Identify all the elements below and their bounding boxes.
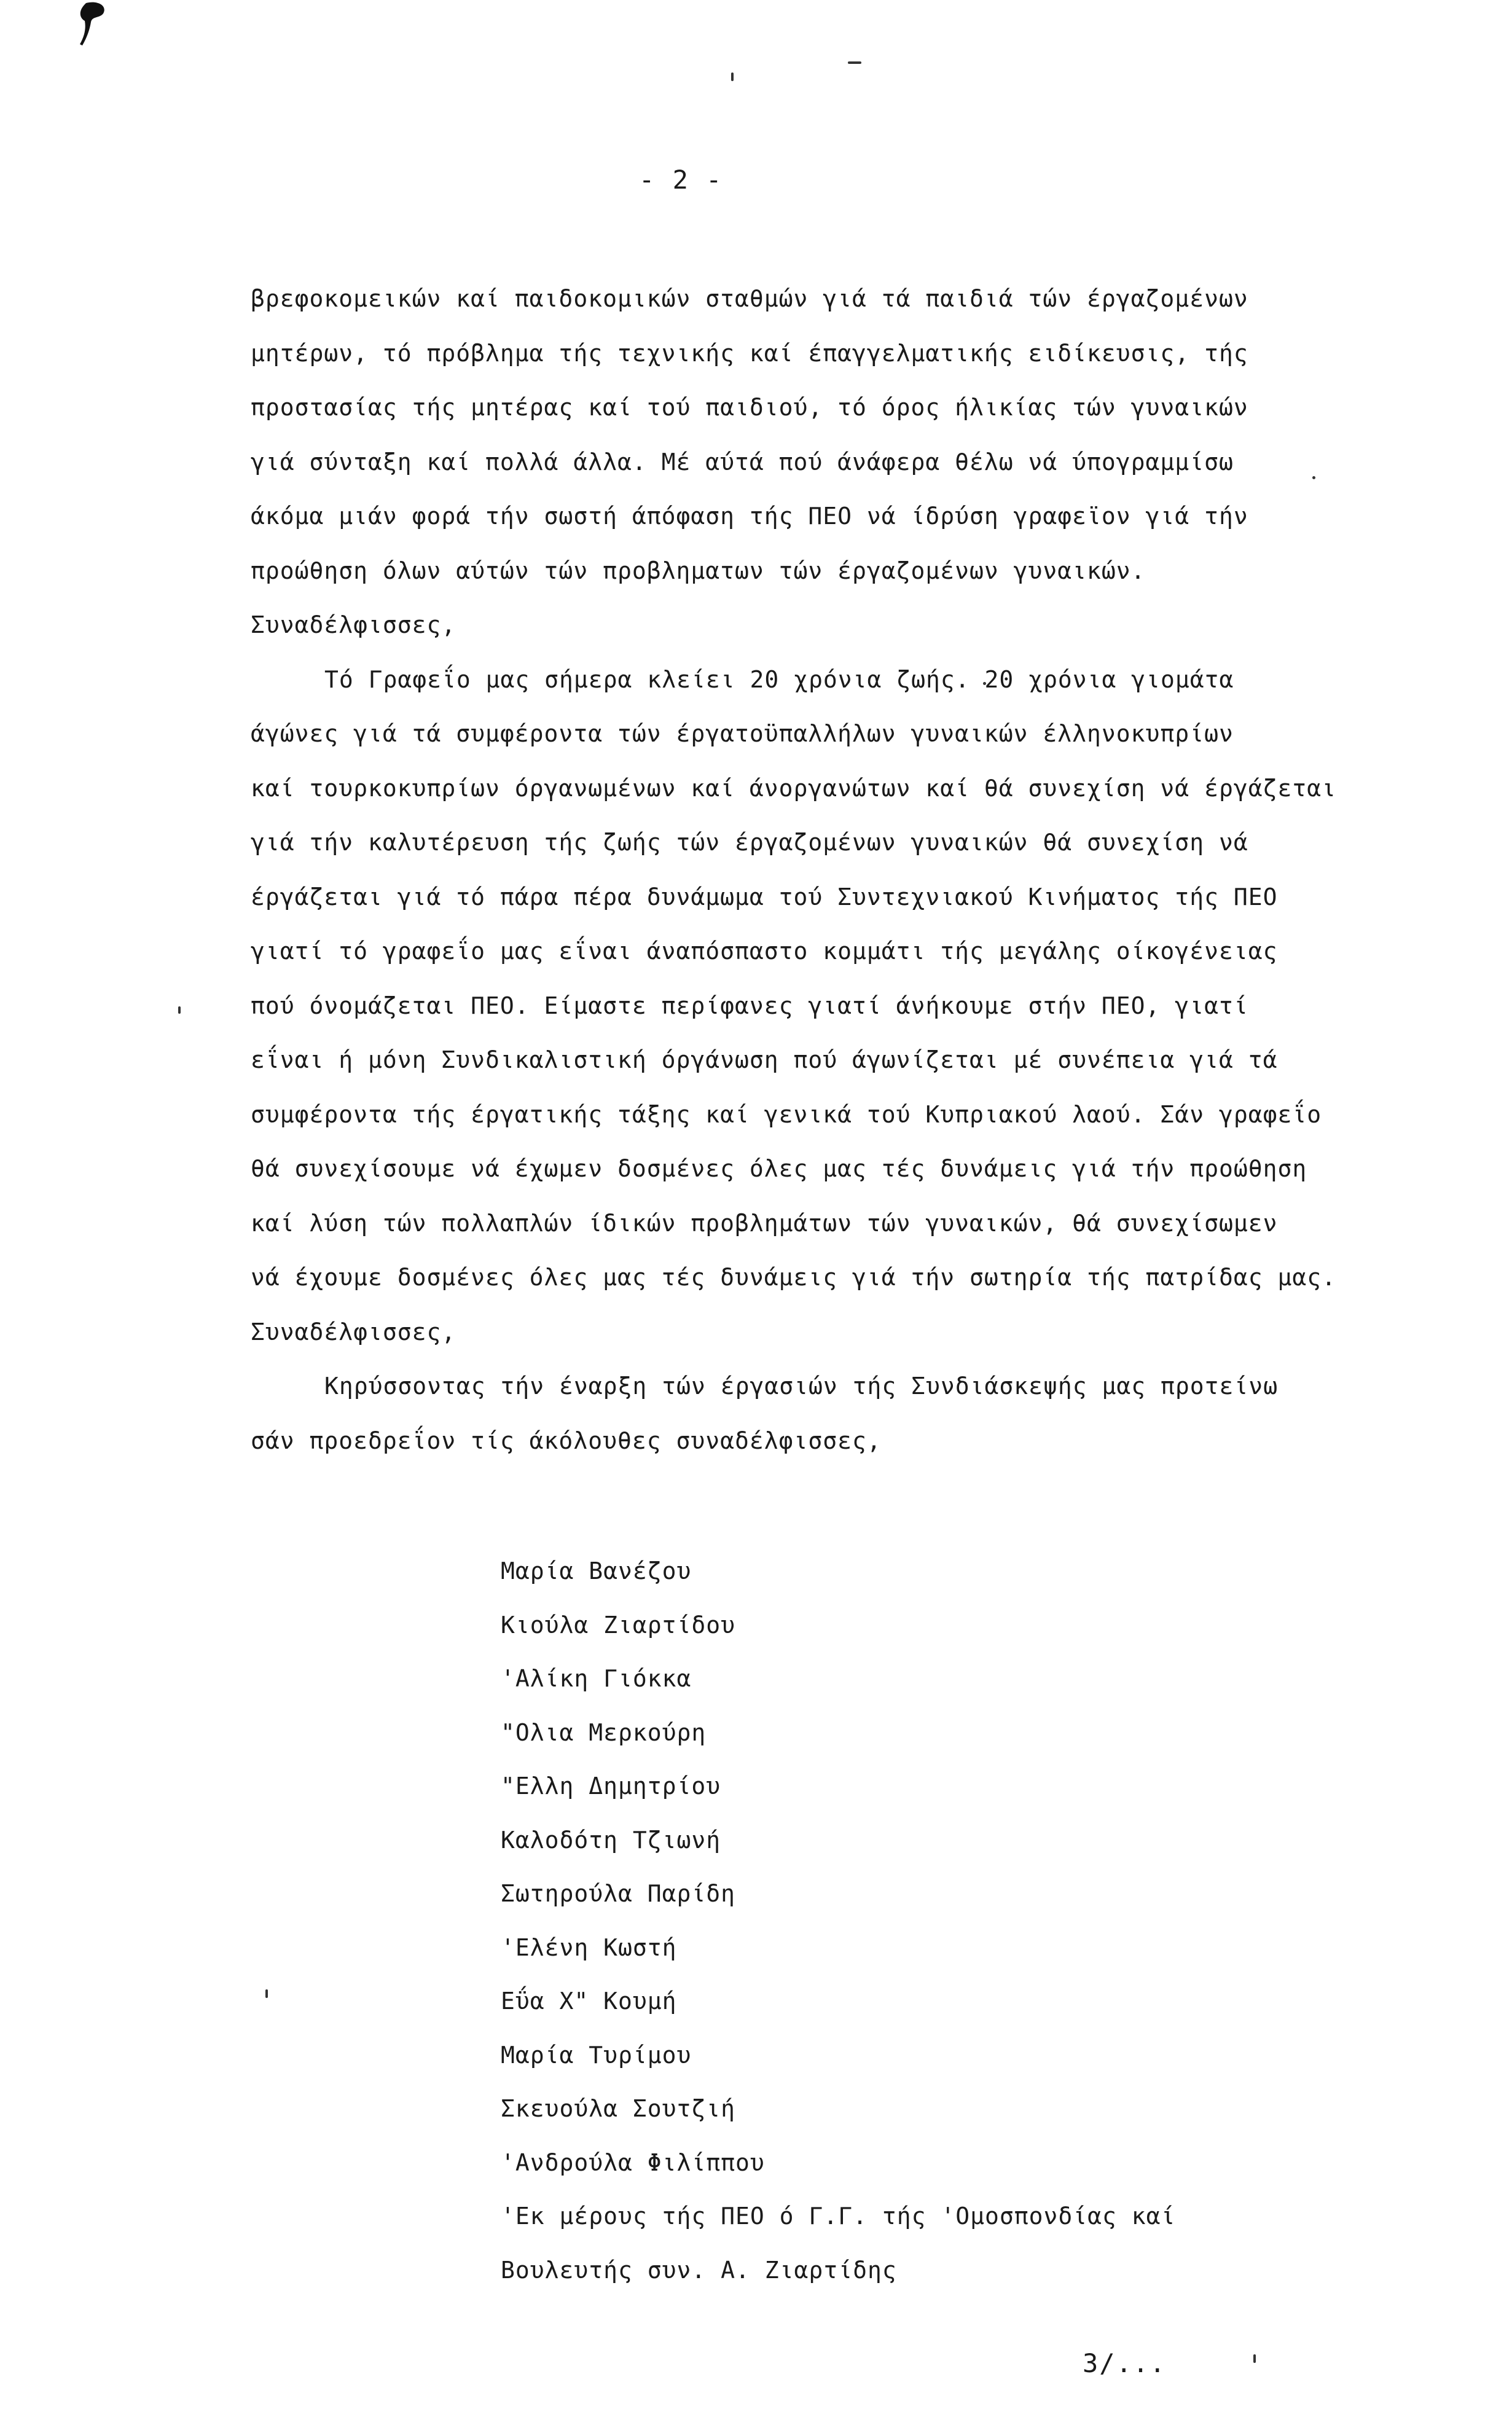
ink-mark: [74, 0, 111, 49]
text-line: καί τουρκοκυπρίων όργανωμένων καί άνοργανώτων καί θά συνεχίση νά έργάζεται: [251, 774, 1336, 802]
text-line: εΐναι ή μόνη Συνδικαλιστική όργάνωση πού άγωνίζεται μέ συνέπεια γιά τά: [251, 1046, 1278, 1073]
text-line: πού όνομάζεται ΠΕΟ. Είμαστε περίφανες γιατί άνήκουμε στήν ΠΕΟ, γιατί: [251, 992, 1248, 1019]
text-line: καί λύση τών πολλαπλών ίδικών προβλημάτων τών γυναικών, θά συνεχίσωμεν: [251, 1209, 1278, 1237]
text-line: σάν προεδρεΐον τίς άκόλουθες συναδέλφισσες,: [251, 1427, 882, 1454]
list-item: 'Αλίκη Γιόκκα: [501, 1665, 692, 1692]
list-item: 'Ανδρούλα Φιλίππου: [501, 2149, 765, 2176]
scan-speck: [1253, 2354, 1256, 2363]
text-line: μητέρων, τό πρόβλημα τής τεχνικής καί έπαγγελματικής ειδίκευσις, τής: [251, 339, 1248, 367]
list-item: "Ολια Μερκούρη: [501, 1718, 707, 1746]
list-item: Κιούλα Ζιαρτίδου: [501, 1611, 736, 1639]
presidium-list: [501, 1545, 1175, 2297]
continuation-marker: 3/...: [1083, 2348, 1167, 2378]
list-item: Βουλευτής συν. Α. Ζιαρτίδης: [501, 2256, 897, 2284]
list-item: Καλοδότη Τζιωνή: [501, 1826, 721, 1854]
list-item: Μαρία Βανέζου: [501, 1557, 692, 1584]
text-line: θά συνεχίσουμε νά έχωμεν δοσμένες όλες μας τές δυνάμεις γιά τήν προώθηση: [251, 1155, 1307, 1182]
text-line: προστασίας τής μητέρας καί τού παιδιού, τό όρος ήλικίας τών γυναικών: [251, 394, 1248, 421]
text-line: γιά σύνταξη καί πολλά άλλα. Μέ αύτά πού άνάφερα θέλω νά ύπογραμμίσω: [251, 448, 1234, 476]
text-line: συμφέροντα τής έργατικής τάξης καί γενικά τού Κυπριακού λαού. Σάν γραφεΐο: [251, 1100, 1322, 1128]
page-number: - 2 -: [639, 165, 723, 195]
text-line: νά έχουμε δοσμένες όλες μας τές δυνάμεις γιά τήν σωτηρία τής πατρίδας μας.: [251, 1264, 1336, 1291]
text-line: γιά τήν καλυτέρευση τής ζωής τών έργαζομένων γυναικών θά συνεχίση νά: [251, 829, 1248, 856]
list-item: 'Ελένη Κωστή: [501, 1933, 677, 1961]
text-line: Τό Γραφεΐο μας σήμερα κλείει 20 χρόνια ζωής. 20 χρόνια γιομάτα: [324, 665, 1234, 693]
list-item: Εΰα Χ" Κουμή: [501, 1988, 677, 2015]
text-line: άκόμα μιάν φορά τήν σωστή άπόφαση τής ΠΕΟ νά ίδρύση γραφεϊον γιά τήν: [251, 503, 1248, 530]
scan-speck: [848, 61, 861, 64]
list-item: 'Εκ μέρους τής ΠΕΟ ό Γ.Γ. τής 'Ομοσπονδίας καί: [501, 2203, 1176, 2230]
text-line: προώθηση όλων αύτών τών προβληματων τών έργαζομένων γυναικών.: [251, 557, 1146, 584]
text-line: Κηρύσσοντας τήν έναρξη τών έργασιών τής Συνδιάσκεψής μας προτείνω: [324, 1373, 1279, 1400]
list-item: Σωτηρούλα Παρίδη: [501, 1880, 736, 1907]
list-item: Μαρία Τυρίμου: [501, 2041, 692, 2069]
salutation: Συναδέλφισσες,: [251, 611, 456, 638]
salutation: Συναδέλφισσες,: [251, 1318, 456, 1346]
text-line: άγώνες γιά τά συμφέροντα τών έργατοϋπαλλήλων γυναικών έλληνοκυπρίων: [251, 720, 1234, 747]
text-line: έργάζεται γιά τό πάρα πέρα δυνάμωμα τού Συντεχνιακού Κινήματος τής ΠΕΟ: [251, 883, 1278, 911]
letter-body: [251, 272, 1393, 1468]
scan-speck: [265, 1989, 268, 1998]
text-line: βρεφοκομεικών καί παιδοκομικών σταθμών γιά τά παιδιά τών έργαζομένων: [251, 285, 1248, 312]
list-item: Σκευούλα Σουτζιή: [501, 2095, 736, 2122]
scan-speck: [731, 72, 734, 81]
text-line: γιατί τό γραφεΐο μας εΐναι άναπόσπαστο κομμάτι τής μεγάλης οίκογένειας: [251, 938, 1278, 965]
scan-speck: [178, 1006, 181, 1014]
list-item: "Ελλη Δημητρίου: [501, 1772, 721, 1800]
